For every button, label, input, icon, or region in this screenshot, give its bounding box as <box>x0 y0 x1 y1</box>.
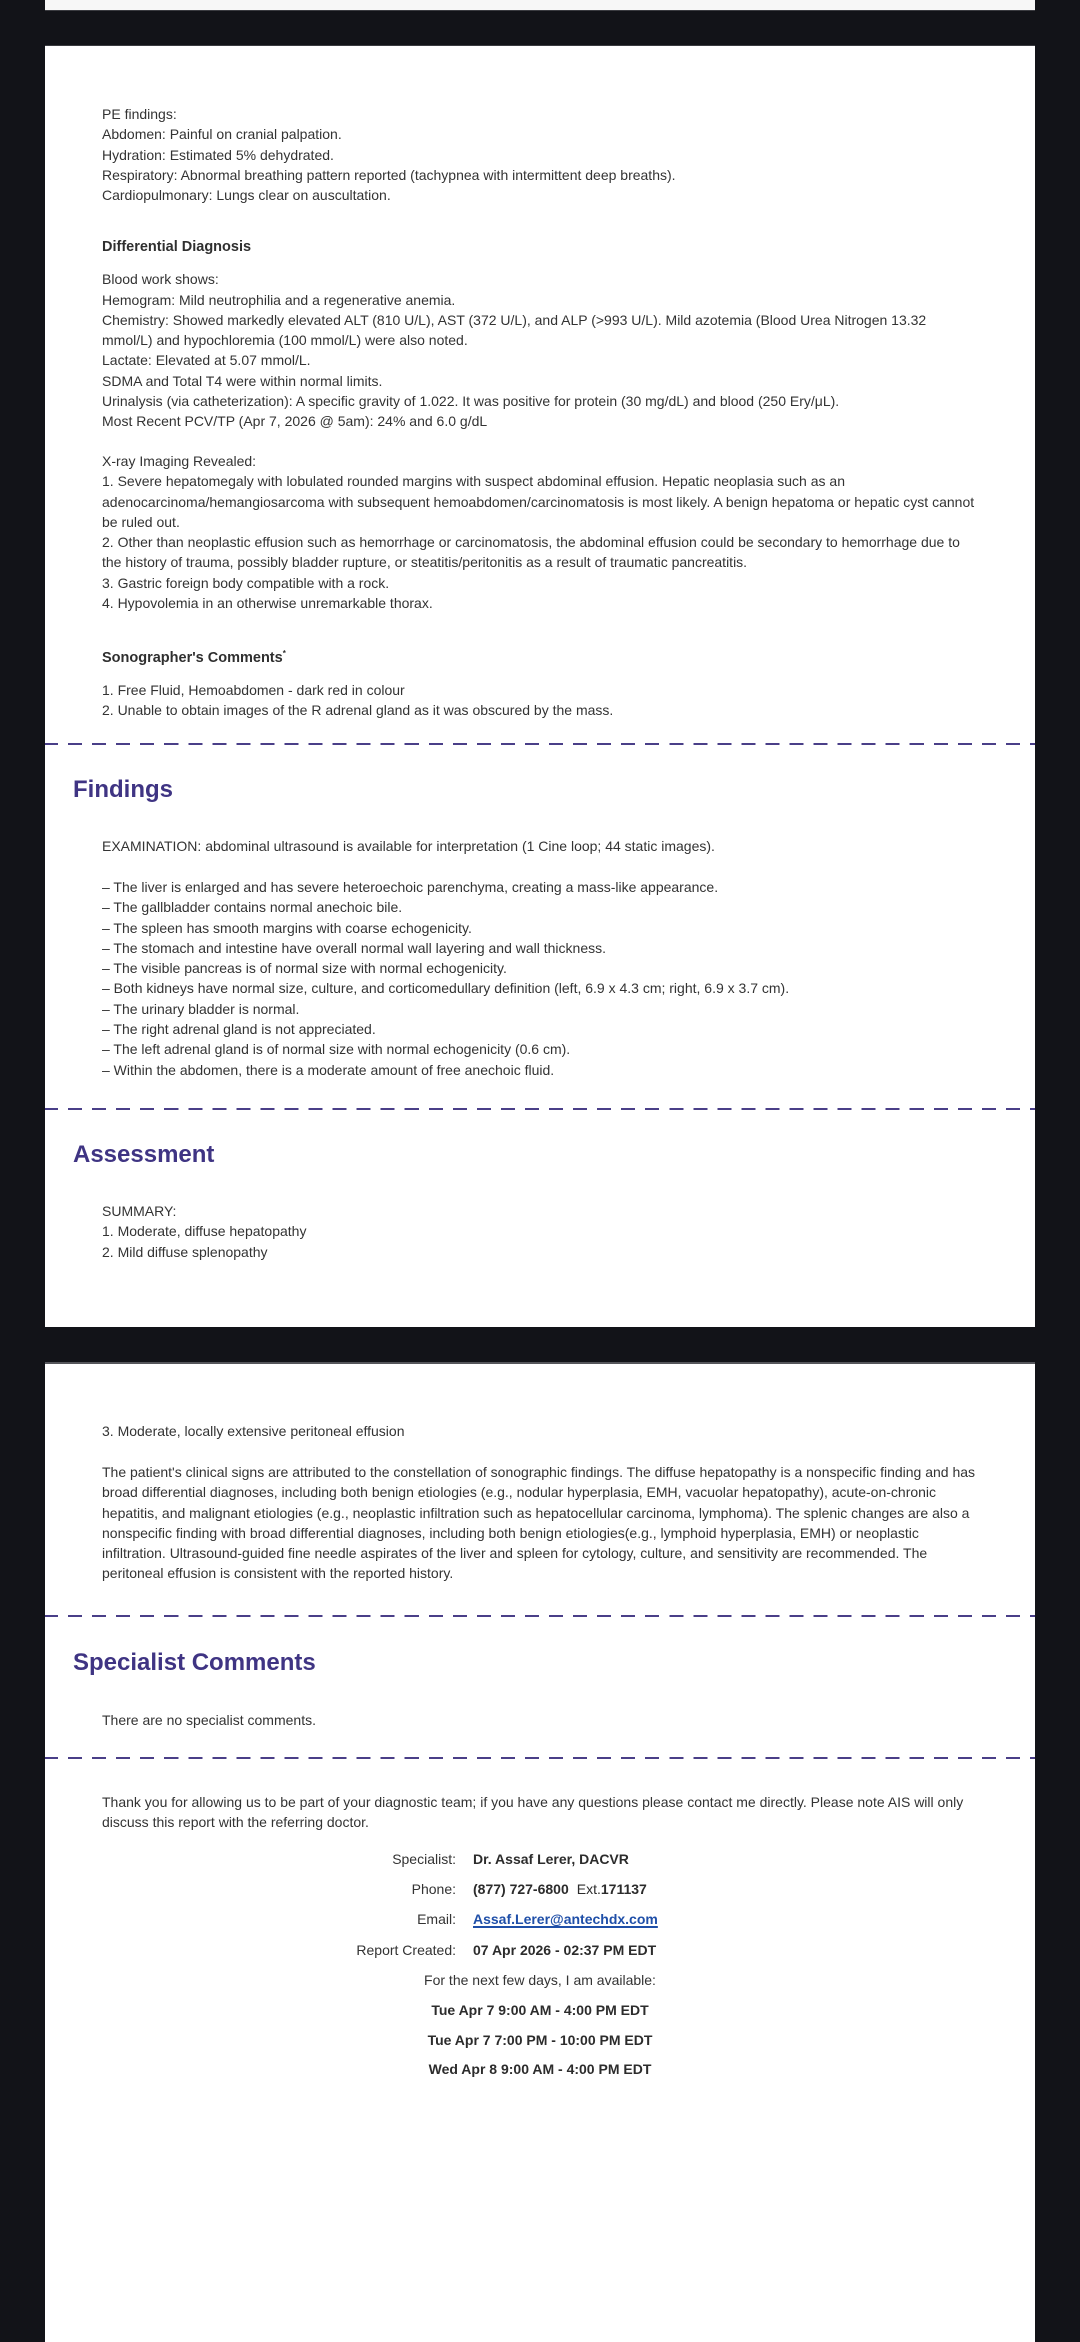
ext-number: 171137 <box>600 1881 647 1897</box>
pe-findings <box>102 104 980 205</box>
bloodwork-line: Most Recent PCV/TP (Apr 7, 2026 @ 5am): 24% and 6.0 g/dL <box>102 413 488 430</box>
thanks-text: Thank you for allowing us to be part of your diagnostic team; if you have any questions please contact me directly. Please note AIS will only discuss this report with the referring doctor. <box>102 1794 964 1831</box>
bloodwork-line: Urinalysis (via catheterization): A specific gravity of 1.022. It was positive for protein (30 mg/dL) and blood (250 Ery/μL). <box>102 393 840 410</box>
pe-finding-line: Respiratory: Abnormal breathing pattern reported (tachypnea with intermittent deep breaths). <box>102 166 676 183</box>
sonographer-comments <box>102 644 980 721</box>
section-divider <box>45 1108 1035 1110</box>
ext-label: Ext. <box>576 1881 601 1897</box>
footnote-marker: * <box>282 649 286 658</box>
previous-page-edge <box>45 0 1035 10</box>
no-comments-text: There are no specialist comments. <box>102 1712 316 1728</box>
findings-heading: Findings <box>73 776 173 803</box>
pe-findings-title: PE findings: <box>102 106 177 122</box>
specialist-comments-text <box>102 1710 980 1730</box>
bloodwork-intro: Blood work shows: <box>102 271 219 288</box>
availability-slot: Tue Apr 7 9:00 AM - 4:00 PM EDT <box>431 2002 649 2018</box>
assessment-summary <box>102 1201 980 1262</box>
findings-list <box>102 877 980 1080</box>
phone-value <box>473 1881 647 1897</box>
specialist-name: Dr. Assaf Lerer, DACVR <box>473 1851 629 1867</box>
report-created-row <box>45 1942 1035 1962</box>
xray-item: 2. Other than neoplastic effusion such as hemorrhage or carcinomatosis, the abdominal effusion could be secondary to hemorrhage due to the history of trauma, possibly bladder rupture, or steatitis/peritonitis as a result of traumatic pancreatitis. <box>102 534 960 571</box>
assessment-heading: Assessment <box>73 1141 215 1168</box>
sonographer-item: 2. Unable to obtain images of the R adrenal gland as it was obscured by the mass. <box>102 702 614 719</box>
bloodwork-line: Lactate: Elevated at 5.07 mmol/L. <box>102 352 311 369</box>
finding-item: – The liver is enlarged and has severe heteroechoic parenchyma, creating a mass-like appearance. <box>102 879 719 895</box>
email-label: Email: <box>417 1911 456 1927</box>
examination-text: EXAMINATION: abdominal ultrasound is available for interpretation (1 Cine loop; 44 static images). <box>102 838 715 854</box>
report-created-label: Report Created: <box>356 1942 456 1958</box>
finding-item: – The visible pancreas is of normal size with normal echogenicity. <box>102 960 507 977</box>
report-page-2 <box>45 45 1035 1327</box>
summary-item: 1. Moderate, diffuse hepatopathy <box>102 1223 307 1240</box>
finding-item: – The right adrenal gland is not appreciated. <box>102 1021 376 1038</box>
discussion-text: The patient's clinical signs are attributed to the constellation of sonographic findings. The diffuse hepatopathy is a nonspecific finding and has broad differential diagnoses, including both benign etiologies (e.g., nodular hyperplasia, EMH, vacuolar hepatopathy), acute-on-chronic hepatitis, and malignant etiologies (e.g., neoplastic infiltration such as hepatocellular carcinoma, lymphoma). The splenic changes are also a nonspecific finding with broad differential diagnoses, including both benign etiologies(e.g., lymphoid hyperplasia, EMH) or neoplastic infiltration. Ultrasound-guided fine needle aspirates of the liver and spleen for cytology, culture, and sensitivity are recommended. The peritoneal effusion is consistent with the reported history. <box>102 1464 976 1582</box>
summary-title: SUMMARY: <box>102 1203 177 1219</box>
finding-item: – Both kidneys have normal size, culture, and corticomedullary definition (left, 6.9 x 4.3 cm; right, 6.9 x 3.7 cm). <box>102 980 790 997</box>
specialist-row <box>45 1851 1035 1871</box>
xray-item: 3. Gastric foreign body compatible with a rock. <box>102 574 390 591</box>
report-created-value: 07 Apr 2026 - 02:37 PM EDT <box>473 1942 657 1958</box>
availability-slot: Wed Apr 8 9:00 AM - 4:00 PM EDT <box>428 2061 652 2077</box>
specialist-comments-heading: Specialist Comments <box>73 1649 316 1676</box>
availability-slot: Tue Apr 7 7:00 PM - 10:00 PM EDT <box>427 2032 653 2048</box>
pe-finding-line: Abdomen: Painful on cranial palpation. <box>102 126 342 143</box>
finding-item: – The spleen has smooth margins with coarse echogenicity. <box>102 919 472 936</box>
finding-item: – Within the abdomen, there is a moderate amount of free anechoic fluid. <box>102 1061 555 1078</box>
differential-diagnosis-heading: Differential Diagnosis <box>102 239 252 255</box>
section-divider <box>45 1615 1035 1617</box>
finding-item: – The gallbladder contains normal anechoic bile. <box>102 899 403 916</box>
finding-item: – The urinary bladder is normal. <box>102 1000 300 1017</box>
summary-item: 3. Moderate, locally extensive peritoneal effusion <box>102 1423 405 1439</box>
section-divider <box>45 743 1035 745</box>
xray-findings <box>102 451 980 613</box>
bloodwork-line: Hemogram: Mild neutrophilia and a regenerative anemia. <box>102 291 456 308</box>
pe-finding-line: Cardiopulmonary: Lungs clear on auscultation. <box>102 187 391 204</box>
section-divider <box>45 1757 1035 1759</box>
finding-item: – The stomach and intestine have overall normal wall layering and wall thickness. <box>102 939 607 956</box>
availability-intro: For the next few days, I am available: <box>424 1972 656 1988</box>
assessment-discussion <box>102 1462 980 1584</box>
phone-row <box>45 1881 1035 1901</box>
bloodwork-line: Chemistry: Showed markedly elevated ALT (810 U/L), AST (372 U/L), and ALP (>993 U/L). Mild azotemia (Blood Urea Nitrogen 13.32 mmol/L) and hypochloremia (100 mmol/L) were also noted. <box>102 311 927 349</box>
sonographer-heading: Sonographer's Comments* <box>102 649 286 666</box>
bloodwork-line: SDMA and Total T4 were within normal limits. <box>102 372 383 389</box>
findings-examination <box>102 836 980 856</box>
summary-item: 2. Mild diffuse splenopathy <box>102 1243 268 1260</box>
specialist-label: Specialist: <box>392 1851 456 1867</box>
finding-item: – The left adrenal gland is of normal size with normal echogenicity (0.6 cm). <box>102 1041 571 1058</box>
phone-number: (877) 727-6800 <box>473 1881 569 1897</box>
email-row <box>45 1911 1035 1931</box>
xray-item: 1. Severe hepatomegaly with lobulated rounded margins with suspect abdominal effusion. Hepatic neoplasia such as an adenocarcinoma/hemangiosarcoma with subsequent hemoabdomen/carcinomatosis is most likely. A benign hepatoma or hepatic cyst cannot be ruled out. <box>102 473 975 530</box>
assessment-summary-continued <box>102 1421 980 1441</box>
closing-thanks <box>102 1792 980 1833</box>
pe-finding-line: Hydration: Estimated 5% dehydrated. <box>102 146 334 163</box>
xray-item: 4. Hypovolemia in an otherwise unremarkable thorax. <box>102 595 433 612</box>
xray-title: X-ray Imaging Revealed: <box>102 453 257 469</box>
report-page-3 <box>45 1362 1035 2342</box>
differential-diagnosis <box>102 237 980 432</box>
phone-label: Phone: <box>411 1881 456 1897</box>
email-link[interactable]: Assaf.Lerer@antechdx.com <box>473 1911 658 1927</box>
sonographer-item: 1. Free Fluid, Hemoabdomen - dark red in colour <box>102 682 405 699</box>
